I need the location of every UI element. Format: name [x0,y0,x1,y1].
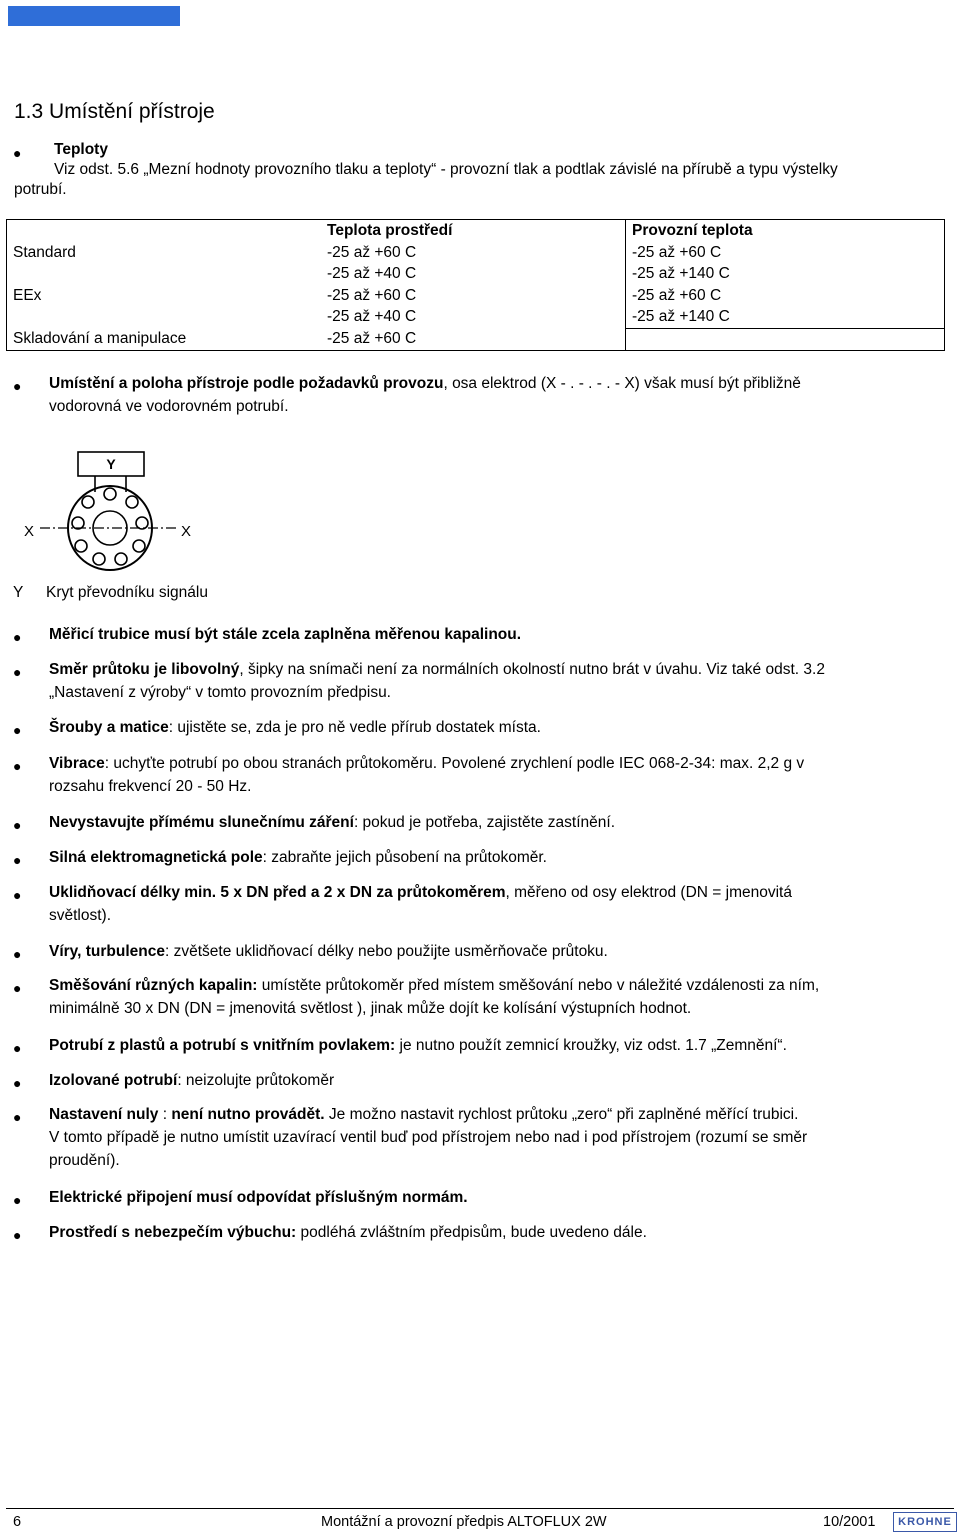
list-item-text: , šipky na snímači není za normálních okolností nutno brát v úvahu. Viz také odst. 3.2 [239,661,825,678]
list-item-bold: Nastavení nuly [49,1106,159,1123]
list-item [49,974,949,1020]
list-item [49,1034,949,1057]
list-item [49,811,949,834]
col-ambient-header: Teplota prostředí [321,220,626,242]
section-title: 1.3 Umístění přístroje [14,100,215,123]
orientation-line2: vodorovná ve vodorovném potrubí. [49,398,289,415]
list-item-text: : pokud je potřeba, zajistěte zastínění. [353,814,616,831]
list-item-bold: není nutno provádět. [171,1106,325,1123]
temperature-intro [54,140,954,180]
bullet-icon: ● [13,1109,22,1125]
page-number: 6 [13,1514,22,1530]
list-item-bold: Silná elektromagnetická pole [49,849,263,866]
cell-ambient: -25 až +60 C [327,286,417,304]
temperature-heading: Teploty [54,141,108,158]
bullet-icon: ● [13,629,22,645]
orientation-rest: , osa elektrod (X - . - . - . - X) však musí být přibližně [443,375,801,392]
list-item-text: : uchyťte potrubí po obou stranách průtokoměru. Povolené zrychlení podle IEC 068-2-34: max. 2,2 g v [104,755,805,772]
cell-process: -25 až +140 C [626,263,945,285]
list-item-bold: Nevystavujte přímému slunečnímu záření [49,814,354,831]
temperature-table [6,219,945,351]
list-item-text: umístěte průtokoměr před místem směšování nebo v náležité vzdálenosti za ním, [257,977,820,994]
header-accent-bar [8,6,180,26]
legend-text: Kryt převodníku signálu [46,584,208,601]
col-process-header: Provozní teplota [626,220,945,242]
list-item-bold: Prostředí s nebezpečím výbuchu: [49,1224,297,1241]
list-item-bold: Směr průtoku je libovolný [49,661,240,678]
list-item-text: proudění). [49,1152,120,1169]
bullet-icon: ● [13,664,22,680]
orientation-text [49,372,949,418]
bullet-icon: ● [13,1075,22,1091]
bullet-icon: ● [13,1040,22,1056]
list-item [49,716,949,739]
list-item-bold: Víry, turbulence [49,943,165,960]
list-item-text: : zabraňte jejich působení na průtokoměr. [262,849,547,866]
diagram-label-x-right: X [181,523,192,540]
bullet-icon: ● [13,1192,22,1208]
list-item-text: : zvětšete uklidňovací délky nebo použijte usměrňovače průtoku. [165,943,608,960]
cell-process: -25 až +60 C [626,242,945,264]
cell-process: -25 až +140 C [626,306,945,328]
list-item [49,1103,949,1172]
list-item [49,846,949,869]
list-item [49,1186,949,1209]
list-item-text: , měřeno od osy elektrod (DN = jmenovitá [505,884,792,901]
list-item-text: je nutno použít zemnicí kroužky, viz odst. 1.7 „Zemnění“. [395,1037,787,1054]
diagram-label-x-left: X [24,523,35,540]
list-item-text: světlost). [49,907,112,924]
list-item [49,940,949,963]
cell-process: -25 až +60 C [626,285,945,307]
list-item-bold: Uklidňovací délky min. 5 x DN před a 2 x DN za průtokoměrem [49,884,506,901]
row-label: EEx [7,285,322,307]
list-item [49,1069,949,1092]
list-item-text: podléhá zvláštním předpisům, bude uvedeno dále. [296,1224,647,1241]
list-item [49,658,949,704]
row-label: Skladování a manipulace [7,328,322,350]
list-item-text: Je možno nastavit rychlost průtoku „zero“ při zaplněné měřící trubici. [324,1106,799,1123]
footer-divider [6,1508,954,1509]
bullet-icon: ● [13,852,22,868]
list-item-bold: Izolované potrubí [49,1072,178,1089]
bullet-icon: ● [13,378,22,394]
cell-ambient: -25 až +60 C [321,328,626,350]
orientation-bold: Umístění a poloha přístroje podle požadavků provozu [49,375,444,392]
cell-ambient: -25 až +60 C [327,243,417,261]
bullet-icon: ● [13,946,22,962]
list-item-text: : ujistěte se, zda je pro ně vedle přírub dostatek místa. [168,719,541,736]
list-item-text: : neizolujte průtokoměr [177,1072,335,1089]
bullet-icon: ● [13,722,22,738]
cell-ambient: -25 až +40 C [327,265,417,282]
list-item [49,1221,949,1244]
list-item [49,752,949,798]
temperature-text-cont: potrubí. [14,181,67,198]
list-item-text: „Nastavení z výroby“ v tomto provozním předpisu. [49,684,391,701]
list-item-bold: Potrubí z plastů a potrubí s vnitřním povlakem: [49,1037,396,1054]
bullet-icon: ● [13,887,22,903]
list-item-text: rozsahu frekvencí 20 - 50 Hz. [49,778,252,795]
list-item-bold: Měřicí trubice musí být stále zcela zaplněna měřenou kapalinou. [49,626,522,643]
bullet-icon: ● [13,1227,22,1243]
temperature-text: Viz odst. 5.6 „Mezní hodnoty provozního tlaku a teploty“ - provozní tlak a podtlak závislé na přírubě a typu výstelky [54,161,838,178]
document-date: 10/2001 [823,1514,876,1530]
list-item-text: : [158,1106,172,1123]
cell-ambient: -25 až +40 C [327,308,417,325]
list-item-bold: Elektrické připojení musí odpovídat příslušným normám. [49,1189,468,1206]
list-item-bold: Vibrace [49,755,105,772]
bullet-icon: ● [13,145,22,161]
list-item [49,881,949,927]
row-label: Standard [7,242,322,264]
diagram-label-y: Y [106,456,116,472]
bullet-icon: ● [13,758,22,774]
bullet-icon: ● [13,980,22,996]
krohne-logo: KROHNE [893,1512,957,1532]
document-title: Montážní a provozní předpis ALTOFLUX 2W [321,1514,607,1530]
legend-key: Y [13,584,24,601]
list-item-text: minimálně 30 x DN (DN = jmenovitá světlost ), jinak může dojít ke kolísání výstupních hodnot. [49,1000,692,1017]
list-item-bold: Šrouby a matice [49,719,169,736]
list-item [49,623,949,646]
electrode-axis-diagram [20,448,220,578]
list-item-bold: Směšování různých kapalin: [49,977,258,994]
bullet-icon: ● [13,817,22,833]
list-item-text: V tomto případě je nutno umístit uzavírací ventil buď pod přístrojem nebo nad i pod přístrojem (rozumí se směr [49,1129,808,1146]
